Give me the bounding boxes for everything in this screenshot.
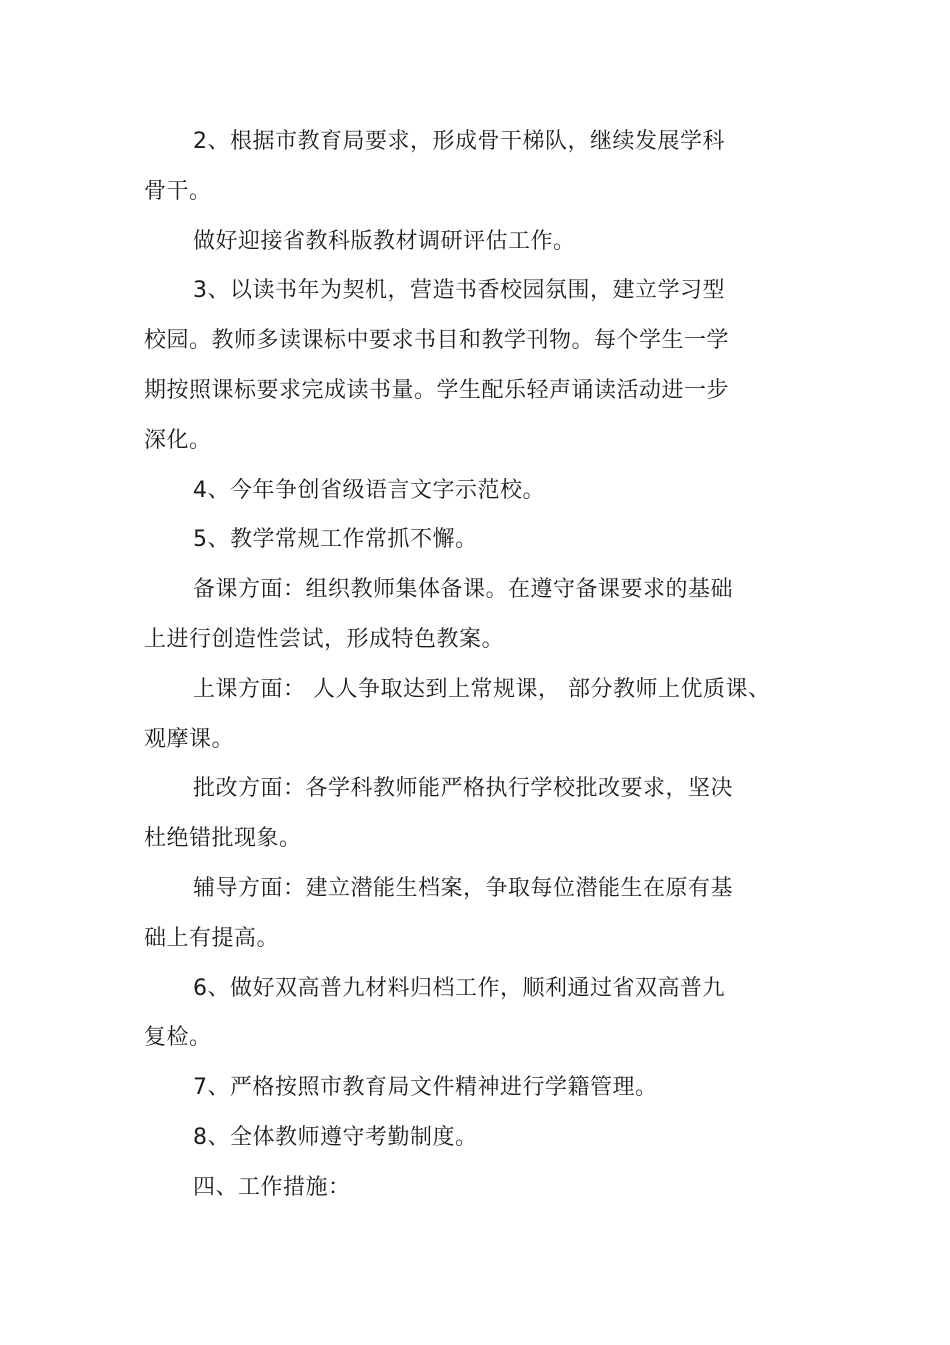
section-heading: 四、工作措施： — [193, 1175, 351, 1200]
paragraph-line: 4、今年争创省级语言文字示范校。 — [193, 478, 545, 503]
paragraph-line: 辅导方面：建立潜能生档案，争取每位潜能生在原有基 — [193, 876, 734, 901]
paragraph-line: 8、全体教师遵守考勤制度。 — [193, 1125, 478, 1150]
paragraph-line: 上课方面： 人人争取达到上常规课， 部分教师上优质课、 — [193, 677, 771, 702]
paragraph-line: 3、以读书年为契机，营造书香校园氛围，建立学习型 — [193, 278, 725, 303]
paragraph-line: 骨干。 — [144, 179, 212, 204]
paragraph-line: 观摩课。 — [144, 727, 235, 752]
paragraph-line: 备课方面：组织教师集体备课。在遵守备课要求的基础 — [193, 577, 734, 602]
paragraph-line: 校园。教师多读课标中要求书目和教学刊物。每个学生一学 — [144, 328, 730, 353]
paragraph-line: 2、根据市教育局要求，形成骨干梯队，继续发展学科 — [193, 129, 725, 154]
paragraph-line: 7、严格按照市教育局文件精神进行学籍管理。 — [193, 1075, 658, 1100]
paragraph-line: 期按照课标要求完成读书量。学生配乐轻声诵读活动进一步 — [144, 378, 730, 403]
paragraph-line: 批改方面：各学科教师能严格执行学校批改要求，坚决 — [193, 776, 734, 801]
paragraph-line: 做好迎接省教科版教材调研评估工作。 — [193, 229, 576, 254]
paragraph-line: 6、做好双高普九材料归档工作，顺利通过省双高普九 — [193, 976, 725, 1001]
paragraph-line: 础上有提高。 — [144, 926, 280, 951]
paragraph-line: 5、教学常规工作常抓不懈。 — [193, 527, 478, 552]
paragraph-line: 复检。 — [144, 1025, 212, 1050]
paragraph-line: 杜绝错批现象。 — [144, 826, 302, 851]
paragraph-line: 深化。 — [144, 428, 212, 453]
paragraph-line: 上进行创造性尝试，形成特色教案。 — [144, 627, 505, 652]
